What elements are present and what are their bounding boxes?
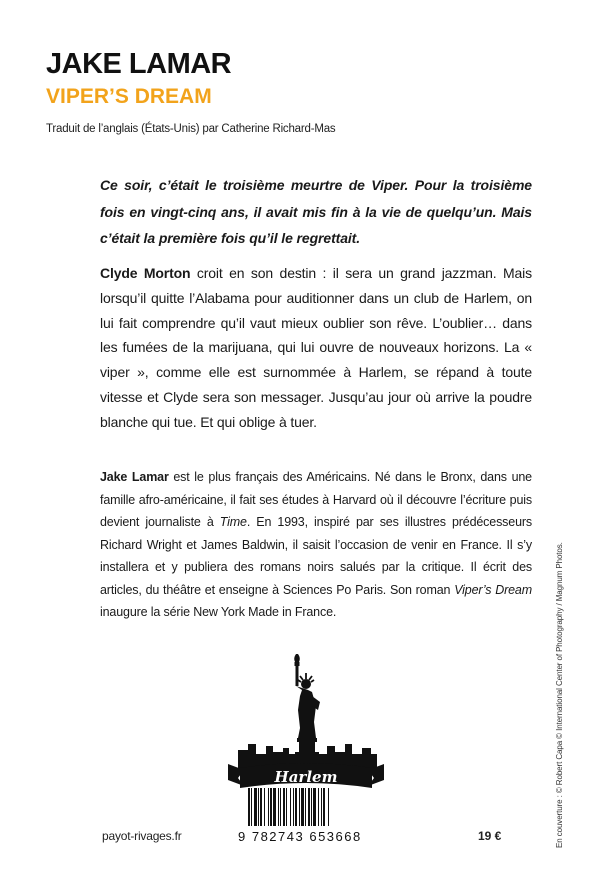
barcode-bar [318, 788, 319, 826]
barcode-bar [268, 788, 269, 826]
barcode-bar [273, 788, 276, 826]
author-name: JAKE LAMAR [46, 48, 232, 80]
intro-quote: Ce soir, c’était le troisième meurtre de Viper. Pour la troisième fois en vingt-cinq ans, il avait mis fin à la vie de quelqu’un. Mais c’était la première fois qu’il le regrettait. [100, 177, 532, 246]
barcode-bar [295, 788, 297, 826]
barcode-bar [311, 788, 312, 826]
barcode-bar [260, 788, 262, 826]
barcode-bar [270, 788, 272, 826]
barcode-bar [301, 788, 304, 826]
barcode-bar [290, 788, 291, 826]
bio-text-1: est le plus français des Américains. Né dans le Bronx, dans une famille afro-américaine, il fait ses études à Harvard où il découvre l’écriture puis devient journaliste à [100, 470, 532, 529]
cover-photo-credit: En couverture : © Robert Capa © International Center of Photography / Magnum Photos. [555, 542, 564, 848]
barcode-bar [328, 788, 329, 826]
publisher-website: payot-rivages.fr [102, 829, 182, 843]
author-bio [100, 466, 532, 624]
barcode-bar [323, 788, 325, 826]
book-title: VIPER’S DREAM [46, 85, 212, 108]
translator-credit: Traduit de l’anglais (États-Unis) par Catherine Richard-Mas [46, 123, 336, 135]
isbn-number: 9 782743 653668 [238, 829, 362, 844]
barcode-bar [293, 788, 294, 826]
barcode-bar [258, 788, 259, 826]
barcode-bar [280, 788, 281, 826]
barcode-bar [278, 788, 279, 826]
barcode-bar [313, 788, 316, 826]
barcode-bar [286, 788, 287, 826]
barcode-bar [254, 788, 257, 826]
summary-lead: Clyde Morton [100, 265, 191, 281]
barcode-bar [283, 788, 285, 826]
summary-text: croit en son destin : il sera un grand jazzman. Mais lorsqu’il quitte l’Alabama pour auditionner dans un club de Harlem, on lui fait comprendre qu’il vaut mieux oublier son rêve. L’oublier… dans les fumées de la marijuana, qui lui ouvre de nouveaux horizons. La « viper », comme elle est surnommée à Harlem, se répand à toute vitesse et Clyde sera son messager. Jusqu’au jour où arrive la poudre blanche qui tue. Et qui oblige à tuer. [100, 265, 532, 430]
bio-text-3: inaugure la série New York Made in France. [100, 605, 337, 619]
bio-lead: Jake Lamar [100, 470, 169, 484]
plot-summary [100, 261, 532, 435]
barcode-bar [321, 788, 322, 826]
bio-text-2: . En 1993, inspiré par ses illustres prédécesseurs Richard Wright et James Baldwin, il saisit l’occasion de venir en France. Il s’y installera et y publiera des romans noirs salués par la critique. Il écrit des articles, du théâtre et enseigne à Sciences Po Paris. Son roman [100, 515, 532, 597]
bio-novel: Viper’s Dream [454, 582, 532, 597]
harlem-logo [226, 650, 386, 795]
banner-text: Harlem [274, 768, 338, 786]
statue-of-liberty-icon [294, 654, 320, 756]
barcode-bar [251, 788, 252, 826]
barcode-bar [299, 788, 300, 826]
barcode-bar [264, 788, 265, 826]
barcode-bar [305, 788, 306, 826]
barcode-bar [248, 788, 250, 826]
bio-magazine: Time [219, 515, 247, 529]
barcode-bar [308, 788, 310, 826]
barcode [248, 788, 364, 826]
price: 19 € [478, 829, 502, 843]
